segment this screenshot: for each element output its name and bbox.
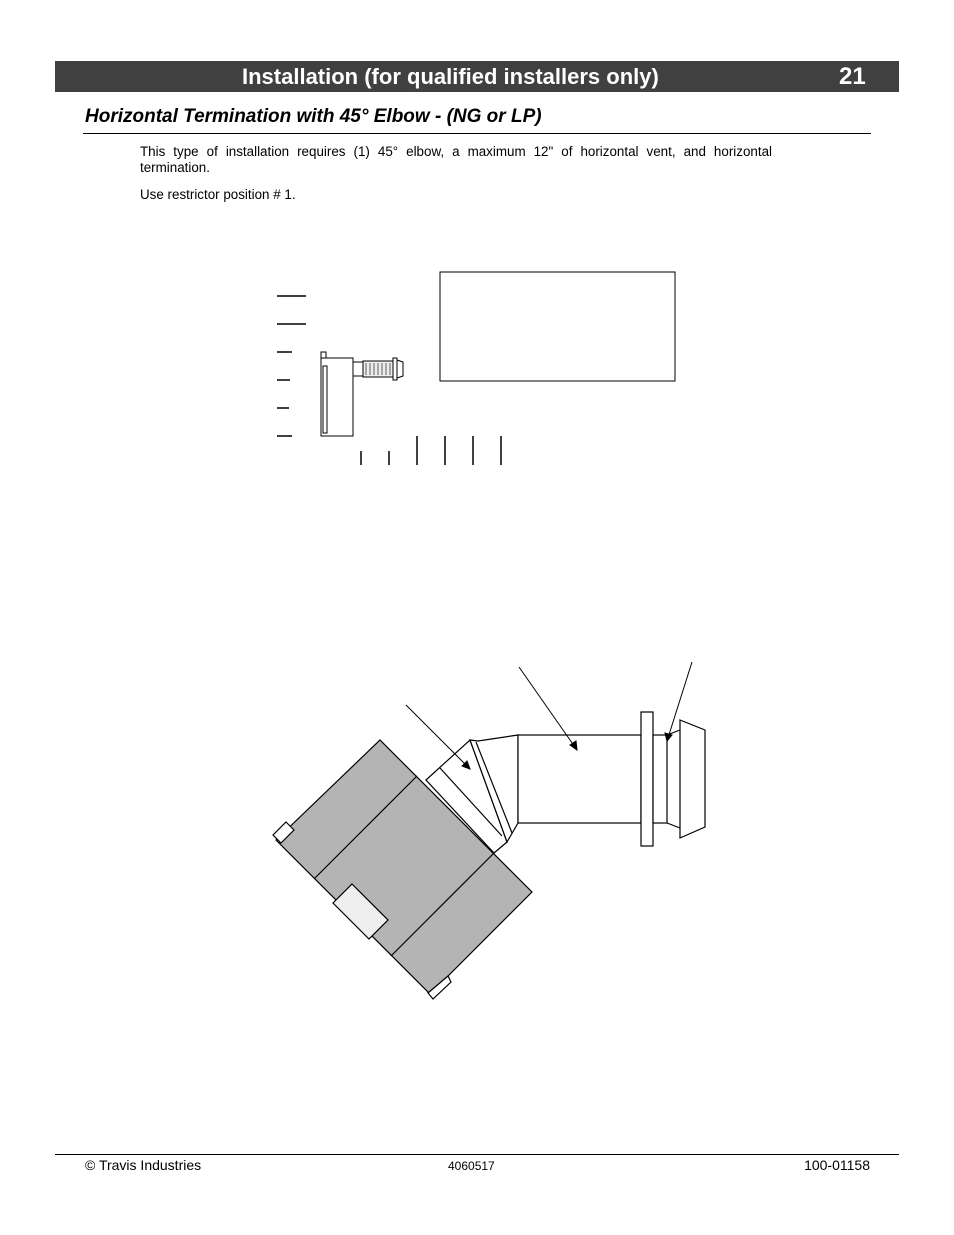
page-number: 21 [839, 63, 866, 90]
restrictor-note: Use restrictor position # 1. [140, 187, 296, 202]
wall-plate [641, 712, 667, 846]
header-title: Installation (for qualified installers only) [242, 64, 659, 89]
appliance-side-view [321, 352, 353, 436]
notes-box [440, 272, 675, 381]
termination-cap [667, 720, 705, 838]
footer-part-number: 100-01158 [804, 1157, 870, 1173]
vent-side-view [353, 358, 403, 380]
vertical-dimension-ticks [277, 296, 306, 436]
section-title: Horizontal Termination with 45° Elbow - (NG or LP) [85, 106, 542, 127]
horizontal-vent-pipe [518, 735, 641, 823]
footer-divider [55, 1154, 899, 1155]
elbow-termination-diagram [273, 662, 705, 999]
side-view-diagram [277, 272, 675, 465]
footer-copyright: © Travis Industries [85, 1157, 202, 1173]
instruction-paragraph: This type of installation requires (1) 45° elbow, a maximum 12" of horizontal vent, and horizontal termination. [140, 144, 772, 175]
footer-code: 4060517 [448, 1159, 495, 1173]
horizontal-dimension-ticks [361, 436, 501, 465]
